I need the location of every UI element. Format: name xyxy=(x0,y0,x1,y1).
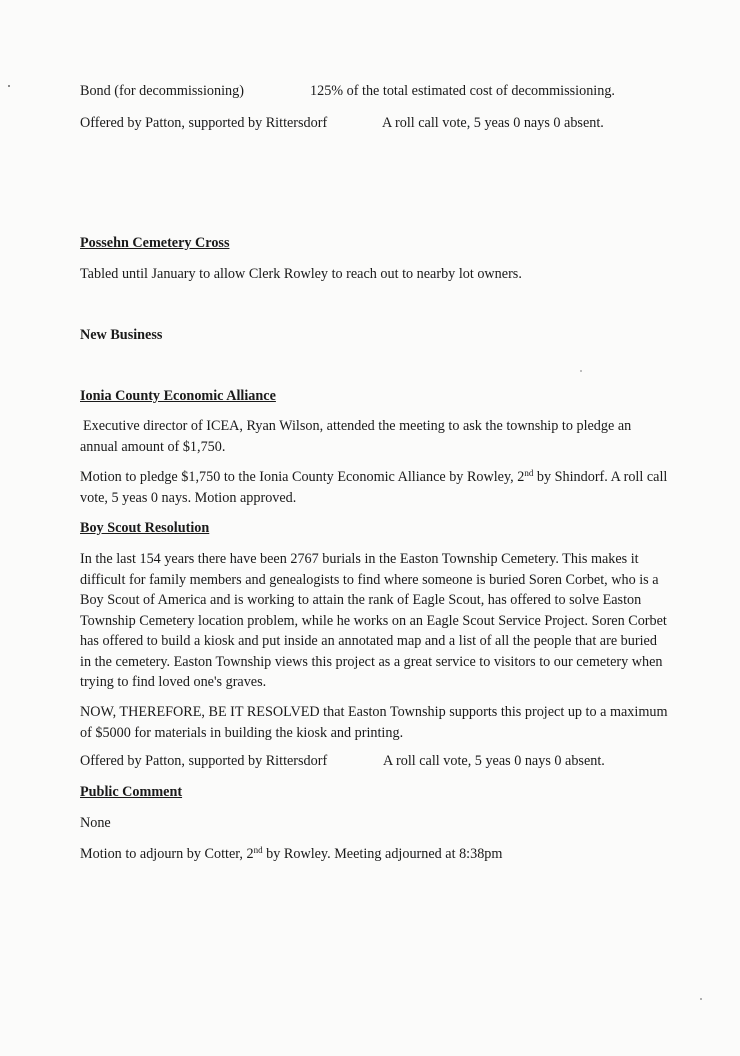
icea-heading: Ionia County Economic Alliance xyxy=(80,388,276,404)
adjourn-motion xyxy=(80,844,502,865)
possehn-heading: Possehn Cemetery Cross xyxy=(80,235,230,251)
public-comment-heading: Public Comment xyxy=(80,784,183,800)
boy-scout-offered: Offered by Patton, supported by Rittersdorf xyxy=(80,753,328,769)
scan-speck xyxy=(8,85,10,87)
adjourn-sup: nd xyxy=(253,845,263,855)
boy-scout-text: In the last 154 years there have been 2767 burials in the Easton Township Cemetery. This makes it difficult for family members and genealogists to find where someone is buried Soren Corbet, who is a Boy Scout of America and is working to attain the rank of Eagle Scout, has offered to solve Easton Township Cemetery location problem, while he works on an Eagle Scout Service Project. Soren Corbet has offered to build a kiosk and put inside an annotated map and a list of all the people that are buried in the cemetery. Easton Township views this project as a great service to visitors to our cemetery when trying to find loved one's graves. xyxy=(80,551,667,690)
public-comment-text: None xyxy=(80,815,111,831)
bond-offered: Offered by Patton, supported by Rittersdorf xyxy=(80,115,328,131)
bond-label: Bond (for decommissioning) xyxy=(80,83,244,99)
icea-text: Executive director of ICEA, Ryan Wilson, attended the meeting to ask the township to pledge an annual amount of $1,750. xyxy=(80,418,632,455)
bond-vote-result: A roll call vote, 5 yeas 0 nays 0 absent. xyxy=(382,115,604,131)
icea-motion-part1: Motion to pledge $1,750 to the Ionia County Economic Alliance by Rowley, 2 xyxy=(80,469,525,485)
bond-value: 125% of the total estimated cost of decommissioning. xyxy=(310,83,615,99)
scan-speck xyxy=(580,370,582,372)
adjourn-part1: Motion to adjourn by Cotter, 2 xyxy=(80,846,254,862)
icea-motion xyxy=(80,467,670,508)
scan-speck xyxy=(700,998,702,1000)
adjourn-part2: by Rowley. Meeting adjourned at 8:38pm xyxy=(262,846,503,862)
boy-scout-vote-result: A roll call vote, 5 yeas 0 nays 0 absent. xyxy=(383,753,605,769)
new-business-heading: New Business xyxy=(80,327,163,343)
possehn-text: Tabled until January to allow Clerk Rowley to reach out to nearby lot owners. xyxy=(80,266,522,282)
resolution-text: NOW, THEREFORE, BE IT RESOLVED that Easton Township supports this project up to a maximum of $5000 for materials in building the kiosk and printing. xyxy=(80,704,668,741)
icea-motion-sup: nd xyxy=(524,468,534,478)
boy-scout-heading: Boy Scout Resolution xyxy=(80,520,210,536)
icea-motion-part2: by Shindorf. A roll call vote, 5 yeas 0 nays. Motion approved. xyxy=(80,469,668,506)
